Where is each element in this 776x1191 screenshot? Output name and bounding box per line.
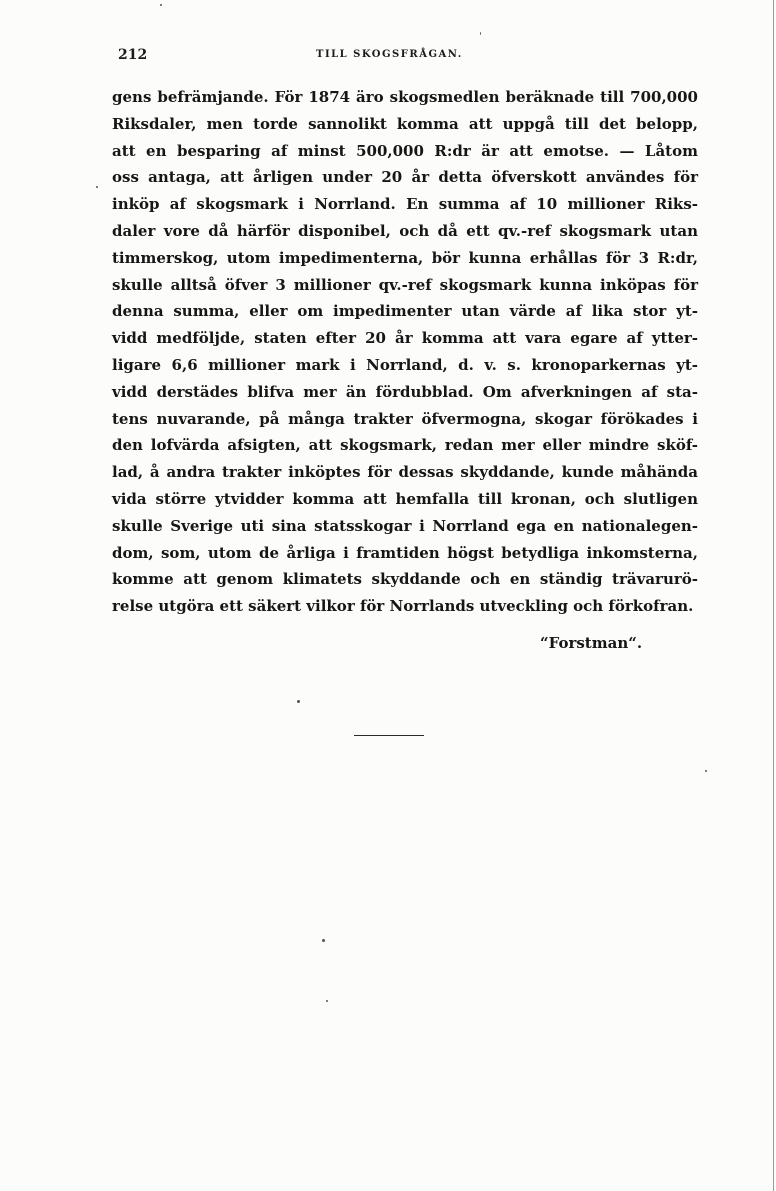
text-line: oss antaga, att årligen under 20 år detta öfverskott användes för bbox=[112, 168, 698, 187]
paper-speck bbox=[96, 186, 98, 188]
paper-speck bbox=[326, 1000, 328, 1002]
text-line: vida större ytvidder komma att hemfalla till kronan, och slutligen bbox=[112, 489, 698, 508]
paper-speck bbox=[160, 4, 162, 6]
text-line: timmerskog, utom impedimenterna, bör kunna erhållas för 3 R:dr, bbox=[112, 248, 698, 267]
text-line: inköp af skogsmark i Norrland. En summa af 10 millioner Riks- bbox=[112, 195, 698, 214]
text-line: skulle Sverige uti sina statsskogar i Norrland ega en nationalegen- bbox=[112, 516, 698, 535]
running-title: TILL SKOGSFRÅGAN. bbox=[316, 49, 463, 60]
text-line: skulle alltså öfver 3 millioner qv.-ref skogsmark kunna inköpas för bbox=[112, 275, 698, 294]
text-line: ligare 6,6 millioner mark i Norrland, d. v. s. kronoparkernas yt- bbox=[112, 355, 698, 374]
page-header bbox=[118, 47, 696, 67]
section-divider bbox=[354, 735, 424, 736]
text-line: Riksdaler, men torde sannolikt komma att uppgå till det belopp, bbox=[112, 114, 698, 133]
text-line: gens befrämjande. För 1874 äro skogsmedlen beräknade till 700,000 bbox=[112, 88, 698, 106]
text-line: daler vore då härför disponibel, och då ett qv.-ref skogsmark utan bbox=[112, 221, 698, 240]
paper-speck bbox=[322, 939, 325, 942]
text-line: tens nuvarande, på många trakter öfvermogna, skogar förökades i bbox=[112, 409, 698, 428]
paper-speck bbox=[705, 770, 707, 772]
text-line: den lofvärda afsigten, att skogsmark, redan mer eller mindre sköf- bbox=[112, 436, 698, 455]
text-line-last: relse utgöra ett säkert vilkor för Norrlands utveckling och förkofran. bbox=[112, 597, 694, 616]
text-line: komme att genom klimatets skyddande och en ständig trävarurö- bbox=[112, 570, 698, 589]
page-edge bbox=[773, 0, 774, 1191]
text-line: att en besparing af minst 500,000 R:dr är att emotse. — Låtom bbox=[112, 141, 698, 160]
body-paragraph bbox=[112, 84, 698, 620]
page-number: 212 bbox=[118, 47, 148, 63]
paper-speck bbox=[297, 700, 300, 703]
text-line: denna summa, eller om impedimenter utan värde af lika stor yt- bbox=[112, 302, 698, 321]
text-line: lad, å andra trakter inköptes för dessas skyddande, kunde måhända bbox=[112, 463, 698, 482]
text-line: vidd medföljde, staten efter 20 år komma att vara egare af ytter- bbox=[112, 329, 698, 348]
text-line: dom, som, utom de årliga i framtiden högst betydliga inkomsterna, bbox=[112, 543, 698, 562]
author-signature: “Forstman“. bbox=[540, 634, 643, 652]
text-line: vidd derstädes blifva mer än fördubblad. Om afverkningen af sta- bbox=[112, 382, 698, 401]
paper-speck bbox=[480, 32, 481, 35]
